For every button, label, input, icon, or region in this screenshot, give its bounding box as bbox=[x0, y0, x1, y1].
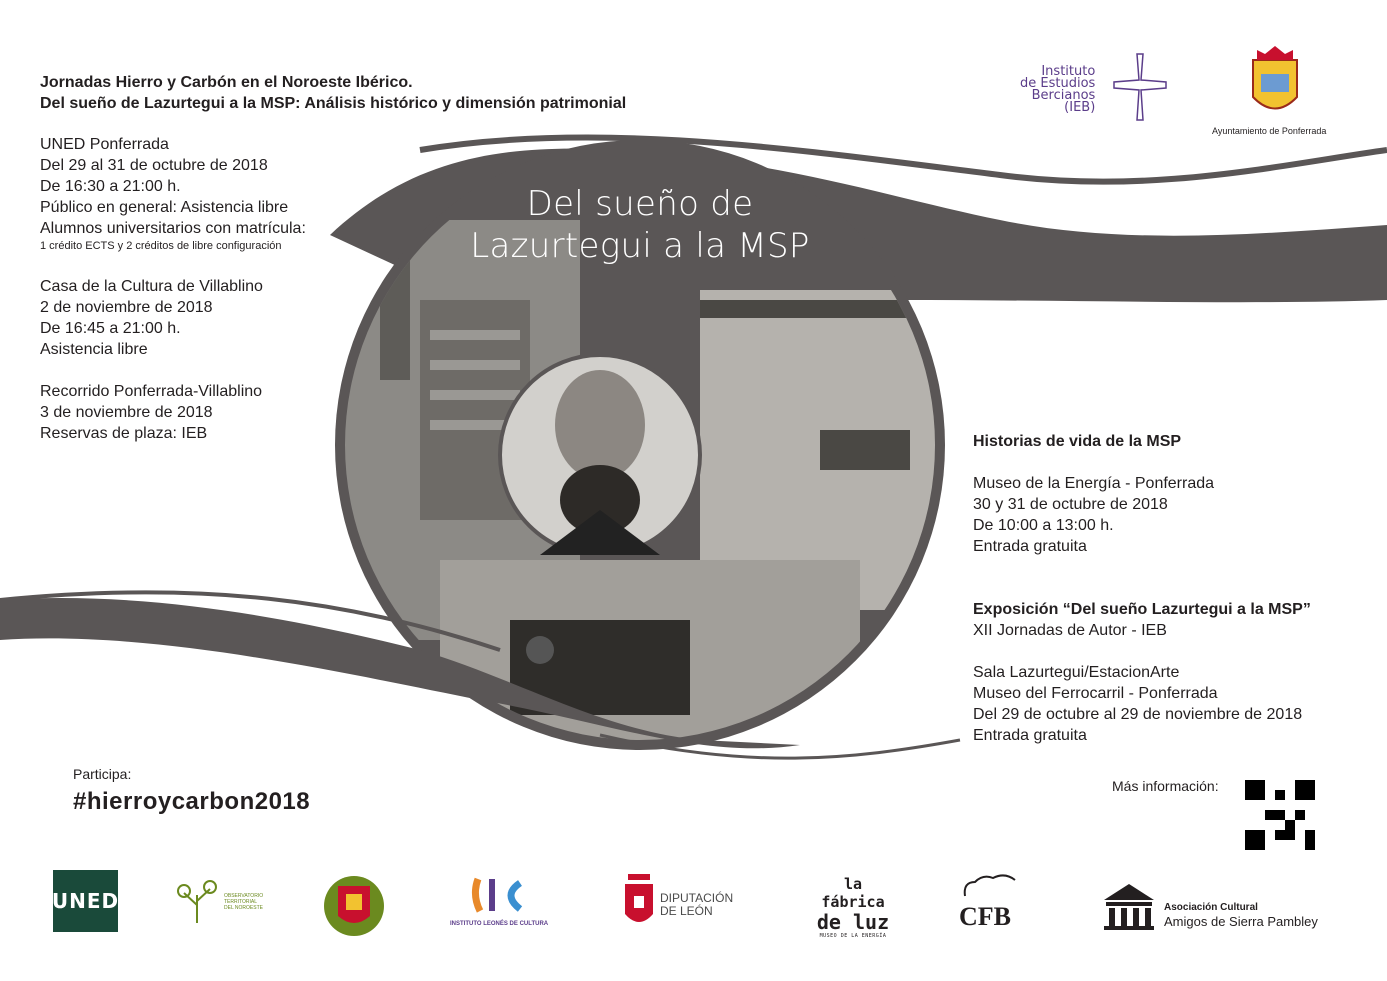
ayuntamiento-shield-icon bbox=[1245, 42, 1305, 122]
uned-logo: UNED bbox=[53, 870, 118, 932]
sierra-pambley-logo bbox=[1100, 880, 1350, 935]
building-icon bbox=[1100, 880, 1158, 932]
tree-icon bbox=[172, 875, 222, 925]
observatorio-line: OBSERVATORIO bbox=[224, 893, 264, 899]
header-line1: Jornadas Hierro y Carbón en el Noroeste Ibérico. bbox=[40, 74, 413, 91]
right-block-historias bbox=[973, 431, 1383, 557]
left-block-recorrido bbox=[40, 381, 370, 444]
ieb-line: Bercianos bbox=[1031, 88, 1096, 103]
cross-icon bbox=[1110, 52, 1170, 122]
ilc-label: INSTITUTO LEONÉS DE CULTURA bbox=[450, 921, 549, 927]
right-line: Museo del Ferrocarril - Ponferrada bbox=[973, 685, 1218, 702]
right-line: Museo de la Energía - Ponferrada bbox=[973, 475, 1215, 492]
hashtag[interactable]: #hierroycarbon2018 bbox=[73, 788, 311, 815]
asociacion-line: Amigos de Sierra Pambley bbox=[1164, 914, 1318, 929]
left-line: Del 29 al 31 de octubre de 2018 bbox=[40, 157, 268, 174]
left-line: De 16:30 a 21:00 h. bbox=[40, 178, 181, 195]
left-block-uned bbox=[40, 134, 370, 253]
cfb-logo bbox=[955, 870, 1025, 936]
expo-title: Exposición “Del sueño Lazurtegui a la MSP” bbox=[973, 601, 1311, 618]
center-title-line2: Lazurtegui a la MSP bbox=[470, 226, 810, 266]
right-block-expo bbox=[973, 599, 1383, 746]
observatorio-line: DEL NOROESTE bbox=[224, 905, 263, 911]
left-line: Asistencia libre bbox=[40, 341, 148, 358]
left-line: Alumnos universitarios con matrícula: bbox=[40, 220, 306, 237]
left-line: Casa de la Cultura de Villablino bbox=[40, 278, 263, 295]
diputacion-line: DE LEÓN bbox=[660, 904, 713, 918]
left-line: Público en general: Asistencia libre bbox=[40, 199, 289, 216]
right-line: Del 29 de octubre al 29 de noviembre de 2018 bbox=[973, 706, 1303, 723]
ieb-line: de Estudios bbox=[1020, 76, 1096, 91]
right-line: 30 y 31 de octubre de 2018 bbox=[973, 496, 1168, 513]
right-line: Entrada gratuita bbox=[973, 538, 1087, 555]
observatorio-logo bbox=[172, 875, 272, 935]
mas-info-label: Más información: bbox=[1112, 778, 1219, 794]
cfb-label: CFB bbox=[959, 902, 1011, 931]
fabrica-line: de luz bbox=[816, 910, 890, 934]
left-block-villablino bbox=[40, 276, 370, 360]
left-line: Reservas de plaza: IEB bbox=[40, 425, 208, 442]
fabrica-line: la fábrica bbox=[821, 875, 885, 911]
left-line: De 16:45 a 21:00 h. bbox=[40, 320, 181, 337]
laciana-shield-icon bbox=[320, 868, 388, 940]
right-line: De 10:00 a 13:00 h. bbox=[973, 517, 1114, 534]
diputacion-shield-icon bbox=[622, 868, 656, 930]
center-title-line1: Del sueño de bbox=[526, 184, 754, 224]
ieb-line: Instituto bbox=[1041, 64, 1096, 79]
header-line2: Del sueño de Lazurtegui a la MSP: Análisis histórico y dimensión patrimonial bbox=[40, 95, 627, 112]
diputacion-line: DIPUTACIÓN bbox=[660, 891, 734, 905]
expo-sub: XII Jornadas de Autor - IEB bbox=[973, 622, 1167, 639]
left-note: 1 crédito ECTS y 2 créditos de libre configuración bbox=[40, 240, 282, 252]
qr-code-icon[interactable] bbox=[1245, 780, 1315, 850]
diputacion-logo bbox=[622, 868, 752, 938]
left-line: 2 de noviembre de 2018 bbox=[40, 299, 213, 316]
participa-label: Participa: bbox=[73, 766, 132, 782]
ilc-logo bbox=[450, 875, 560, 935]
right-line: Entrada gratuita bbox=[973, 727, 1087, 744]
right-line: Sala Lazurtegui/EstacionArte bbox=[973, 664, 1180, 681]
ilc-mark-icon bbox=[470, 875, 530, 915]
fabrica-line: MUSEO DE LA ENERGÍA bbox=[819, 933, 887, 939]
steam-locomotive-icon bbox=[955, 870, 1025, 900]
fabrica-luz-logo bbox=[808, 875, 898, 939]
left-line: 3 de noviembre de 2018 bbox=[40, 404, 213, 421]
ieb-line: (IEB) bbox=[1064, 100, 1096, 115]
center-title bbox=[430, 183, 850, 267]
observatorio-line: TERRITORIAL bbox=[224, 899, 257, 905]
asociacion-line: Asociación Cultural bbox=[1164, 902, 1258, 913]
ieb-logo bbox=[1020, 66, 1095, 114]
left-line: Recorrido Ponferrada-Villablino bbox=[40, 383, 263, 400]
left-line: UNED Ponferrada bbox=[40, 136, 169, 153]
ayuntamiento-label: Ayuntamiento de Ponferrada bbox=[1212, 126, 1327, 136]
historias-title: Historias de vida de la MSP bbox=[973, 433, 1182, 450]
